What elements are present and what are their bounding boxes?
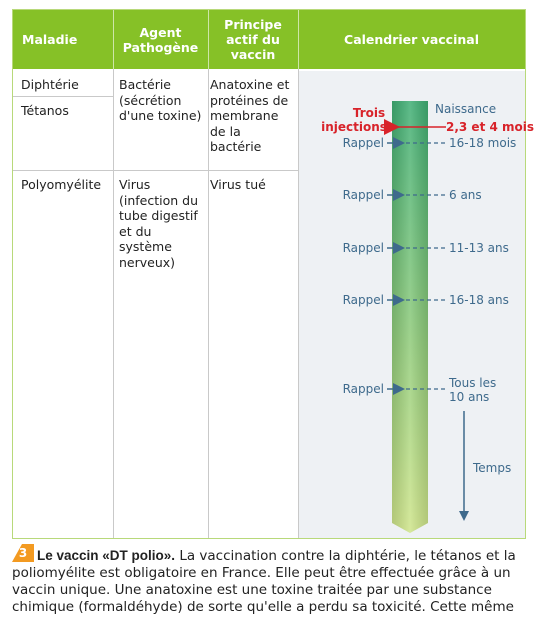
- header-principe-line2: actif du: [226, 32, 280, 47]
- rappel-age: 16-18 ans: [449, 293, 509, 307]
- trois-injections-line2: injections: [321, 120, 387, 134]
- rappel-age-line2: 10 ans: [449, 390, 490, 404]
- header-principe-line3: vaccin: [230, 47, 276, 62]
- cell-tetanos: Tétanos: [21, 103, 69, 118]
- principe-line: de la: [210, 123, 241, 139]
- cell-principe-anatoxine: [210, 77, 289, 155]
- agent-line: Bactérie: [119, 77, 172, 92]
- figure-number: 3: [18, 546, 28, 560]
- vaccine-figure: [12, 9, 535, 539]
- header-agent: [113, 10, 208, 69]
- rappel-label: Rappel: [342, 293, 384, 307]
- rappel-age: 6 ans: [449, 188, 482, 202]
- agent-line: nerveux): [119, 254, 176, 270]
- agent-line: (sécrétion: [119, 92, 182, 108]
- rappel-label: Rappel: [342, 188, 384, 202]
- figure-number-badge: [12, 544, 34, 562]
- principe-line: membrane: [210, 108, 279, 123]
- header-principe-line1: Principe: [224, 17, 282, 32]
- agent-line: d'une toxine): [119, 108, 202, 123]
- temps-arrowhead: [459, 511, 469, 521]
- agent-line: système: [119, 239, 172, 254]
- vaccination-timeline: [298, 71, 535, 538]
- principe-line: bactérie: [210, 139, 262, 154]
- principe-line: protéines de: [210, 92, 289, 108]
- caption-title: Le vaccin «DT polio».: [37, 548, 176, 563]
- header-calendrier-label: Calendrier vaccinal: [344, 32, 479, 47]
- agent-line: Virus: [119, 177, 151, 192]
- agent-line: et du: [119, 223, 152, 239]
- naissance-label: Naissance: [435, 102, 497, 116]
- header-agent-line2: Pathogène: [122, 39, 199, 55]
- table-header: [13, 10, 525, 69]
- trois-injections-line1: Trois: [352, 106, 386, 120]
- agent-line: (infection du: [119, 192, 199, 208]
- rappel-age: 11-13 ans: [449, 241, 509, 255]
- temps-label: Temps: [473, 461, 512, 475]
- header-principe: [208, 10, 298, 69]
- cell-agent-virus: [119, 177, 198, 270]
- principe-line: Anatoxine et: [210, 77, 290, 92]
- trois-injections-age: 2,3 et 4 mois: [446, 120, 535, 134]
- rappel-age-line1: Tous les: [449, 376, 497, 390]
- header-calendrier: [298, 10, 525, 69]
- rappel-age: 16-18 mois: [449, 136, 517, 150]
- header-agent-line1: Agent: [139, 24, 182, 40]
- cell-principe-virus-tue: Virus tué: [210, 177, 266, 192]
- header-maladie: [13, 10, 122, 69]
- rappel-label: Rappel: [342, 136, 384, 150]
- rappel-label: Rappel: [342, 241, 384, 255]
- agent-line: tube digestif: [119, 208, 198, 223]
- rappel-label: Rappel: [342, 382, 384, 396]
- cell-agent-bacterie: [119, 77, 201, 124]
- caption-text: La vaccination contre la diphtérie, le tétanos et la poliomyélite est obligatoire en France. Elle peut être effectuée grâce à un vaccin unique. Une anatoxine est une toxine traitée par une substance chimique (formaldéhyde) de sorte qu'elle a perdu sa toxicité. Cette même: [12, 548, 516, 615]
- cell-diphterie: Diphtérie: [21, 77, 79, 92]
- header-maladie-label: Maladie: [22, 32, 78, 47]
- caption: [12, 544, 532, 616]
- cell-polyomyelite: Polyomyélite: [21, 177, 102, 192]
